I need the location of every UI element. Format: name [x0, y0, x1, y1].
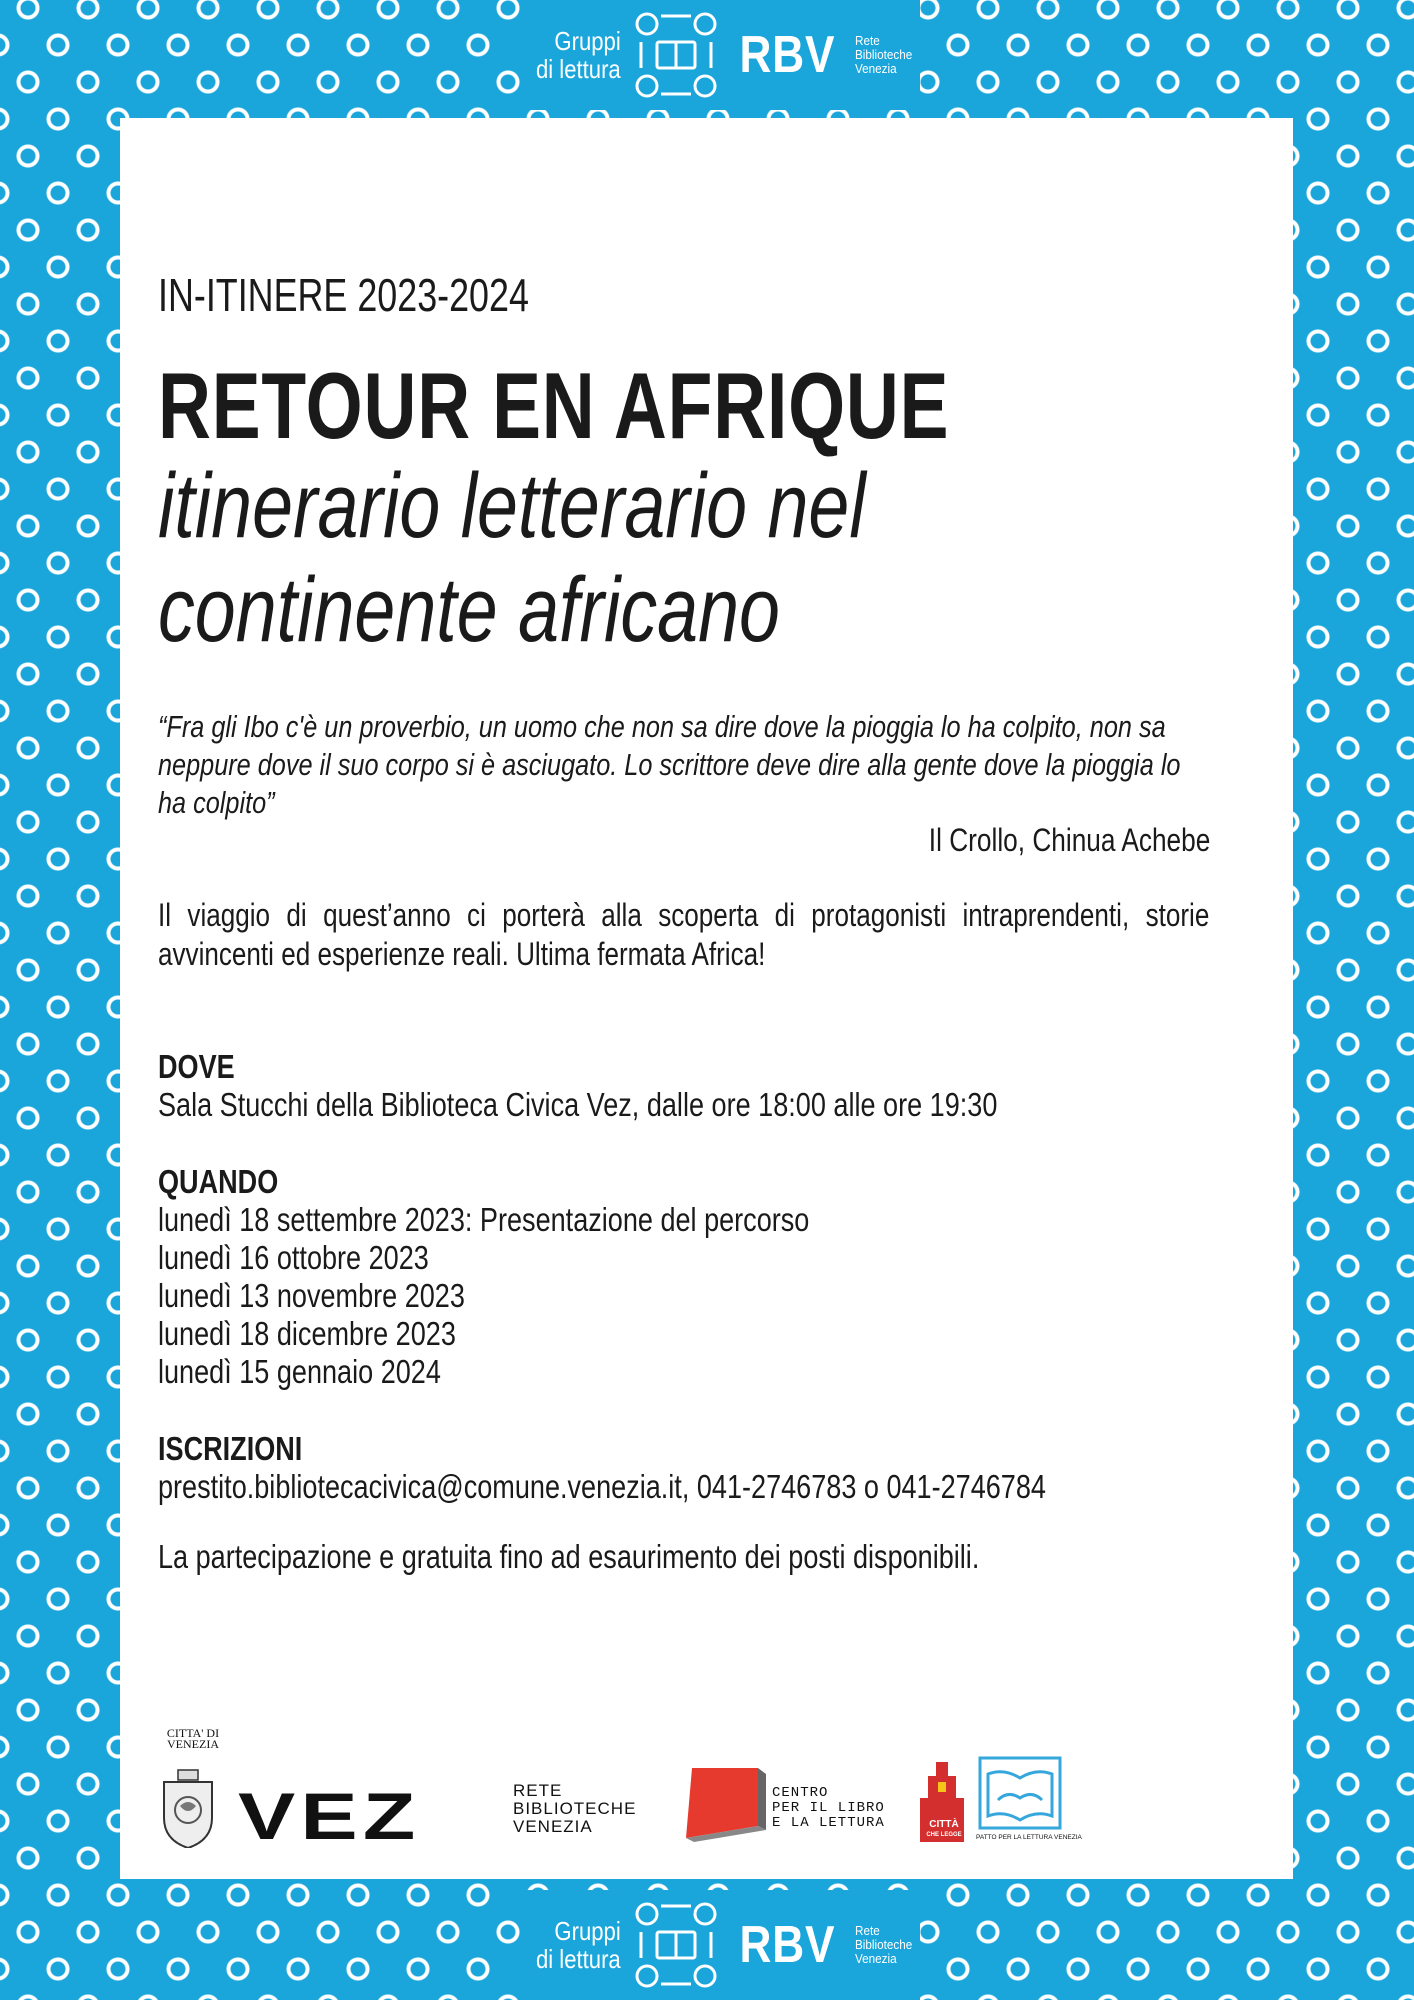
dove-section	[158, 1048, 997, 1124]
quando-section	[158, 1163, 809, 1391]
date-item: lunedì 13 novembre 2023	[158, 1277, 465, 1314]
patto-lettura-label: PATTO PER LA LETTURA VENEZIA	[976, 1834, 1082, 1841]
date-item: lunedì 16 ottobre 2023	[158, 1239, 429, 1276]
patto-lettura-logo-icon	[978, 1756, 1062, 1830]
iscrizioni-section	[158, 1430, 1046, 1506]
poster-title: RETOUR EN AFRIQUE	[158, 353, 950, 458]
footer-band	[520, 1890, 920, 2000]
citta-di-venezia-label: CITTA' DI VENEZIA	[166, 1726, 220, 1751]
centro-libro-logo-icon	[686, 1764, 766, 1842]
quando-heading: QUANDO	[158, 1163, 279, 1200]
dove-text: Sala Stucchi della Biblioteca Civica Vez, dalle ore 18:00 alle ore 19:30	[158, 1086, 998, 1123]
participation-note: La partecipazione e gratuita fino ad esaurimento dei posti disponibili.	[158, 1538, 980, 1575]
rete-biblioteche-label: Rete Biblioteche Venezia	[855, 33, 913, 76]
date-item: lunedì 15 gennaio 2024	[158, 1353, 441, 1390]
rbv-logo: RBV	[739, 26, 835, 84]
intro-paragraph: Il viaggio di quest’anno ci porterà alla scoperta di protagonisti intraprendenti, storie avvincenti ed esperienze reali. Ultima fermata Africa!	[158, 897, 1210, 972]
iscrizioni-contact: prestito.bibliotecacivica@comune.venezia.it, 041-2746783 o 041-2746784	[158, 1468, 1046, 1505]
gruppi-di-lettura-label: Gruppi di lettura	[535, 26, 621, 84]
reading-group-icon	[633, 10, 719, 100]
centro-libro-label: CENTRO PER IL LIBRO E LA LETTURA	[772, 1785, 885, 1831]
venezia-crest-icon	[158, 1740, 218, 1848]
rbv-logo: RBV	[739, 1916, 835, 1974]
reading-group-icon	[633, 1900, 719, 1990]
iscrizioni-heading: ISCRIZIONI	[158, 1430, 303, 1467]
poster-panel	[120, 118, 1293, 1879]
dove-heading: DOVE	[158, 1048, 235, 1085]
date-item: lunedì 18 settembre 2023: Presentazione del percorso	[158, 1201, 810, 1238]
citta-che-legge-label: CITTÀ CHE LEGGE	[926, 1819, 962, 1838]
poster-subtitle: itinerario letterario nel continente africano	[158, 455, 866, 661]
series-label: IN-ITINERE 2023-2024	[158, 269, 529, 321]
quote-text: “Fra gli Ibo c'è un proverbio, un uomo che non sa dire dove la pioggia lo ha colpito, non sa neppure dove il suo corpo si è asciugato. Lo scrittore deve dire alla gente dove la pioggia lo ha colpito”	[158, 709, 1181, 820]
date-item: lunedì 18 dicembre 2023	[158, 1315, 456, 1352]
vez-logo: VEZ	[238, 1779, 421, 1853]
gruppi-di-lettura-label: Gruppi di lettura	[535, 1916, 621, 1974]
vez-rete-label: RETE BIBLIOTECHE VENEZIA	[513, 1781, 637, 1836]
quote-attribution: Il Crollo, Chinua Achebe	[928, 822, 1210, 858]
rete-biblioteche-label: Rete Biblioteche Venezia	[855, 1923, 913, 1966]
sponsor-logos	[158, 1728, 1210, 1858]
header-band	[520, 0, 920, 110]
